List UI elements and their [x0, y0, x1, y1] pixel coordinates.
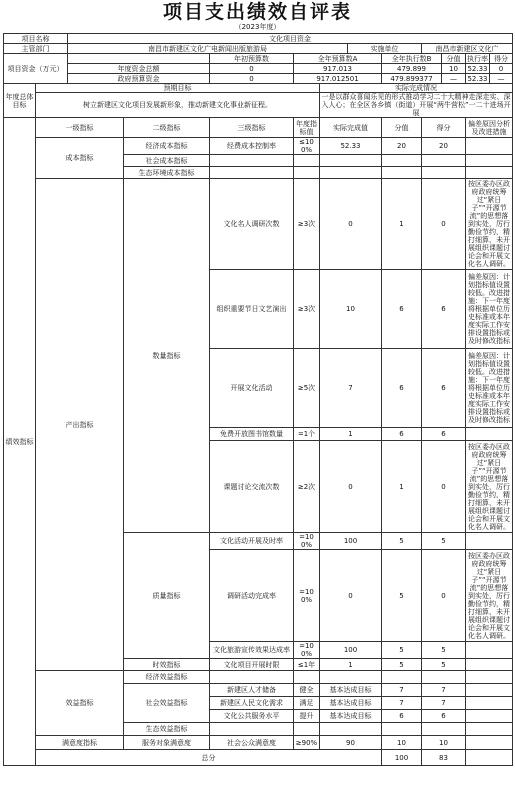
- goals-header-row: [4, 84, 513, 93]
- indicator-row: 生态环境成本指标: [4, 167, 513, 179]
- funds-header-annual: 全年预算数A: [294, 54, 382, 64]
- total-row: [4, 750, 513, 766]
- indicator-row: 课题讨论交流次数 ≥2次 0 1 0 按区委办区政府政府统筹过“紧日子”“开源节流”的思想落到实处，厉行勤俭节约，精打细算，未开展组织课题讨论会和开展文化名人调研。: [4, 441, 513, 533]
- indicator-row: 社会效益指标 新建区人才储备 健全 基本达成目标 7 7: [4, 684, 513, 697]
- indicator-row: 文化公共服务水平 提升 基本达成目标 6 6: [4, 710, 513, 723]
- indicator-row: 满意度指标 服务对象满意度 社会公众满意度 ≥90% 90 10 10: [4, 736, 513, 750]
- indicator-row: 新建区人民文化需求 满足 基本达成目标 7 7: [4, 697, 513, 710]
- funds-header-row: [4, 54, 513, 64]
- goals-actual: 一是以群众喜闻乐见的形式推动学习二十大精神走深走实、深入人心；在全区各乡镇（街道）开展“两牛营松”一二十进场开展: [321, 93, 511, 117]
- goals-label: 年度总体目标: [4, 84, 36, 118]
- funds-header-initial: 年初预算数: [210, 54, 294, 64]
- indicator-row: 时效指标 文化项目开展时限 ≤1年 1 5 5: [4, 659, 513, 671]
- funds-label: 项目资金（万元）: [4, 54, 68, 84]
- unit-value: 南昌市新建区文化广: [422, 44, 513, 54]
- funds-row: 年度资金总额 0 917.013 479.899 10 52.33 0: [4, 64, 513, 74]
- goals-expected: 树立新建区文化项目发展新形象，推动新建文化事业新征程。: [36, 93, 320, 118]
- indicator-row: 调研活动完成率 =100% 0 5 0 按区委办区政府政府统筹过“紧日子”“开源节流”的思想落到实处，厉行勤俭节约，精打细算，未开展组织课题讨论会和开展文化名人调研。: [4, 550, 513, 642]
- evaluation-table: [3, 33, 513, 766]
- funds-header-rate: 执行率: [467, 54, 488, 63]
- project-name-label: 项目名称: [4, 34, 68, 44]
- indicator-row: 组织重要节日文艺演出 ≥3次 10 6 6 偏差原因：计划指标值设置较低。改进措施：下一年度将根据单位历史标准或本年度实际工作安排设置指标或及时修改指标: [4, 270, 513, 349]
- total-weight: 100: [382, 750, 422, 766]
- total-label: 总分: [36, 750, 382, 766]
- indicator-row: 开展文化活动 ≥5次 7 6 6 偏差原因：计划指标值设置较低。改进措施：下一年度将根据单位历史标准或本年度实际工作安排设置指标或及时修改指标: [4, 349, 513, 428]
- project-name-row: [4, 34, 513, 44]
- goals-content-row: [4, 93, 513, 118]
- funds-header-executed: 全年执行数B: [382, 54, 442, 64]
- funds-row: 政府预算资金 0 917.012501 479.899377 — 52.33 —: [4, 74, 513, 84]
- department-row: [4, 44, 513, 54]
- total-score: 83: [422, 750, 466, 766]
- indicator-row: 效益指标 经济效益指标: [4, 671, 513, 684]
- indicator-row: 社会成本指标: [4, 155, 513, 167]
- funds-header-score: 得分: [490, 54, 513, 64]
- perf-label: 绩效指标: [4, 118, 36, 766]
- indicator-row: 生态效益指标: [4, 723, 513, 736]
- department-value: 南昌市新建区文化广电新闻出版旅游局: [68, 44, 348, 54]
- unit-label: 实施单位: [348, 44, 422, 54]
- form-title: 项目支出绩效自评表: [162, 1, 352, 23]
- goals-actual-label: 实际完成情况: [320, 84, 513, 93]
- indicator-row: 产出指标 数量指标 文化名人调研次数 ≥3次 0 1 0 按区委办区政府政府统筹过“紧日子”“开源节流”的思想落到实处，厉行勤俭节约，精打细算，未开展组织课题讨论会和开展文化名人调研。: [4, 179, 513, 270]
- indicator-row: 免费开放图书馆数量 =1个 1 6 6: [4, 428, 513, 441]
- department-label: 主管部门: [4, 44, 68, 54]
- form-year: （2023年度）: [234, 23, 281, 31]
- funds-header-weight: 分值: [442, 54, 466, 64]
- project-name-value: 文化项目资金: [68, 34, 513, 44]
- perf-header-row: 绩效指标 一级指标 二级指标 三级指标 年度指标值 实际完成值 分值 得分 偏差原因分析及改进措施: [4, 118, 513, 138]
- indicator-row: 成本指标 经济成本指标 经费成本控制率 ≤100% 52.33 20 20: [4, 138, 513, 155]
- goals-expected-label: 预期目标: [36, 84, 320, 93]
- indicator-row: 质量指标 文化活动开展及时率 =100% 100 5 5: [4, 533, 513, 550]
- indicator-row: 文化旅游宣传效果达成率 =100% 100 5 5: [4, 642, 513, 659]
